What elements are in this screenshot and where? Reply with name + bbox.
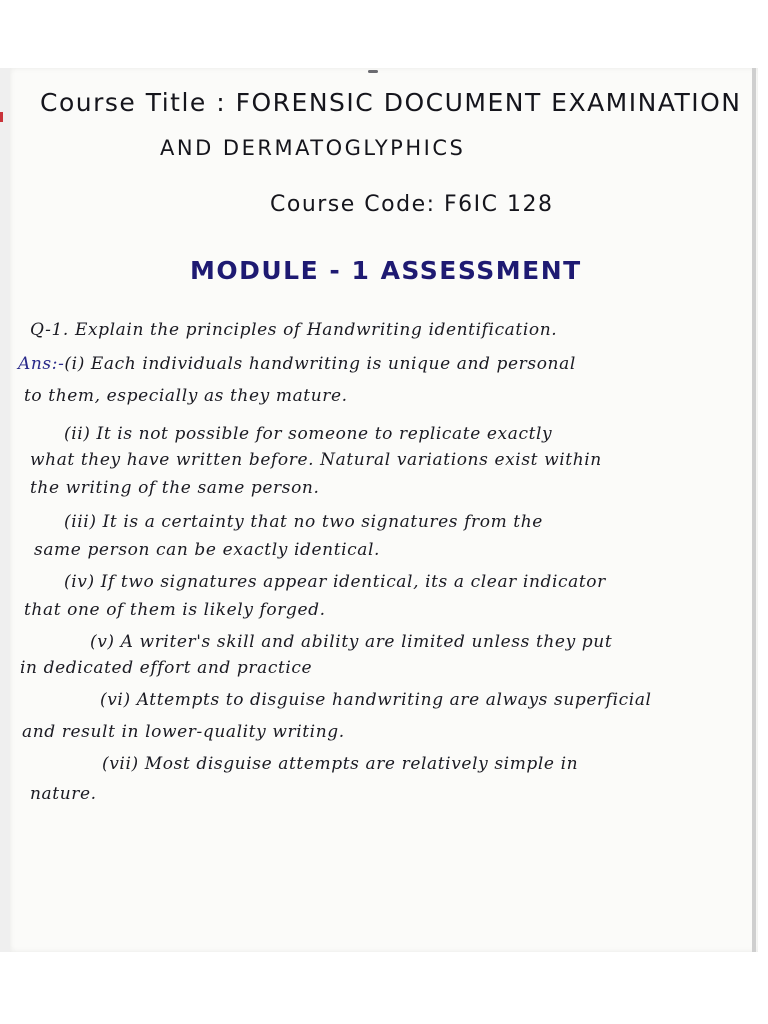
background-top (0, 0, 768, 68)
answer-line-8: (iv) If two signatures appear identical, its a clear indicator (64, 572, 606, 592)
answer-line-12: (vi) Attempts to disguise handwriting are always superficial (100, 690, 652, 710)
page-left-edge (0, 68, 10, 952)
answer-line-5: the writing of the same person. (30, 478, 320, 498)
question-label: Q-1. (30, 320, 69, 340)
course-title-line1: Course Title : FORENSIC DOCUMENT EXAMINATION (40, 88, 742, 117)
ink-smudge (368, 70, 378, 73)
answer-text: (i) Each individuals handwriting is unique and personal (64, 354, 576, 374)
answer-line-13: and result in lower-quality writing. (22, 722, 345, 742)
background-bottom (0, 952, 768, 1024)
answer-line-2: to them, especially as they mature. (24, 386, 348, 406)
answer-label: Ans:- (18, 354, 65, 374)
answer-line-14: (vii) Most disguise attempts are relatively simple in (102, 754, 579, 774)
red-margin-mark (0, 112, 3, 122)
answer-line-1 (18, 354, 576, 374)
question-text: Explain the principles of Handwriting identification. (74, 320, 558, 340)
answer-line-10: (v) A writer's skill and ability are limited unless they put (90, 632, 613, 652)
question-row (30, 320, 557, 340)
answer-line-3: (ii) It is not possible for someone to replicate exactly (64, 424, 553, 444)
course-code: Course Code: F6IC 128 (270, 192, 554, 217)
answer-line-7: same person can be exactly identical. (34, 540, 381, 560)
module-heading: MODULE - 1 ASSESSMENT (190, 256, 582, 285)
page-right-edge (752, 68, 756, 952)
answer-line-15: nature. (30, 784, 97, 804)
answer-line-6: (iii) It is a certainty that no two signatures from the (64, 512, 543, 532)
answer-line-9: that one of them is likely forged. (24, 600, 326, 620)
course-title-line2: AND DERMATOGLYPHICS (160, 136, 466, 160)
answer-line-4: what they have written before. Natural variations exist within (30, 450, 602, 470)
answer-line-11: in dedicated effort and practice (20, 658, 313, 678)
